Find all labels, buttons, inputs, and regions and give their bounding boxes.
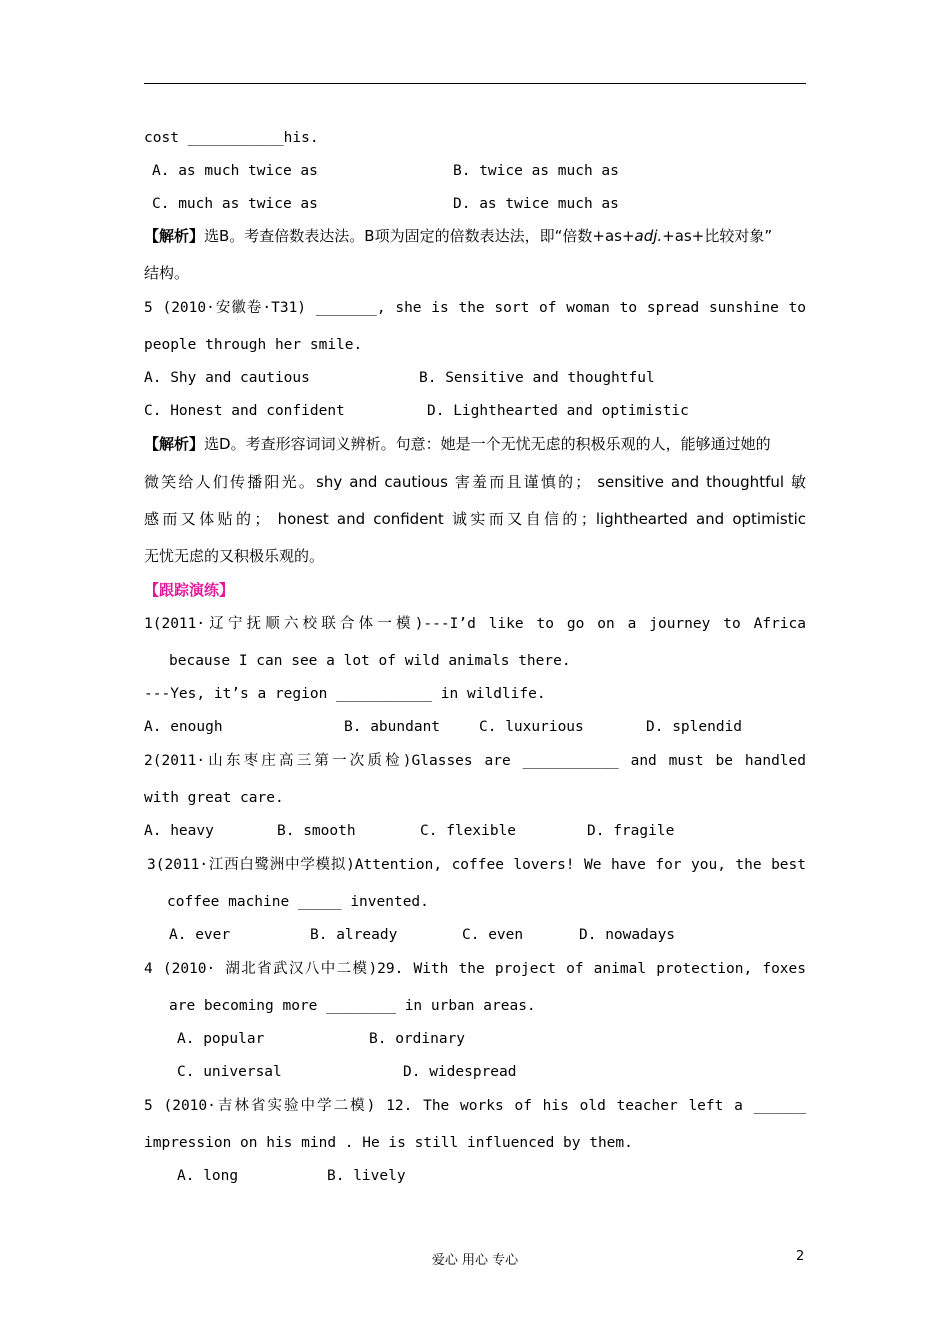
- analysis-paragraph: [144, 434, 806, 454]
- section-heading: 【跟踪演练】: [144, 581, 235, 599]
- option-a: A. popular: [177, 1031, 265, 1047]
- option-b: B. already: [310, 927, 398, 943]
- practice-stem-line: coffee machine _____ invented.: [167, 894, 429, 910]
- page-footer: 爱心 用心 专心: [431, 1253, 519, 1268]
- option-d: D. nowadays: [579, 927, 676, 943]
- practice-stem-line: ---Yes, it’s a region ___________ in wildlife.: [144, 686, 546, 702]
- option-c: C. luxurious: [479, 719, 584, 735]
- option-d: D. as twice much as: [453, 196, 619, 212]
- question-stem: 5 (2010·安徽卷·T31) _______, she is the sort of woman to spread sunshine to: [144, 300, 806, 316]
- option-b: B. ordinary: [369, 1031, 466, 1047]
- analysis-text: 选B。考查倍数表达法。B项为固定的倍数表达法，即“倍数+as+: [204, 227, 635, 245]
- analysis-paragraph: [144, 226, 806, 246]
- practice-stem-line: because I can see a lot of wild animals there.: [169, 653, 571, 669]
- practice-stem: 1(2011·辽宁抚顺六校联合体一模)---I’d like to go on a journey to Africa: [144, 616, 806, 632]
- practice-stem-line: impression on his mind . He is still influenced by them.: [144, 1135, 633, 1151]
- option-a: A. long: [177, 1168, 239, 1184]
- option-d: D. Lighthearted and optimistic: [427, 403, 689, 419]
- analysis-italic: adj.: [634, 227, 663, 245]
- analysis-text-end: +as+比较对象”: [662, 227, 773, 245]
- option-a: A. Shy and cautious: [144, 370, 310, 386]
- option-a: A. as much twice as: [152, 163, 318, 179]
- analysis-line: 感而又体贴的； honest and confident 诚实而又自信的；lighthearted and optimistic: [144, 510, 806, 528]
- analysis-label: 【解析】: [144, 227, 205, 245]
- practice-stem: 3(2011·江西白鹭洲中学模拟)Attention, coffee lovers! We have for you, the best: [147, 857, 806, 873]
- option-b: B. abundant: [344, 719, 441, 735]
- analysis-line: 结构。: [144, 264, 190, 282]
- practice-stem: 2(2011·山东枣庄高三第一次质检)Glasses are ___________ and must be handled: [144, 753, 806, 769]
- option-b: B. lively: [327, 1168, 406, 1184]
- practice-stem-line: are becoming more ________ in urban areas.: [169, 998, 536, 1014]
- analysis-line: 无忧无虑的又积极乐观的。: [144, 547, 325, 565]
- analysis-text: 选D。考查形容词词义辨析。句意：她是一个无忧无虑的积极乐观的人，能够通过她的: [204, 435, 771, 453]
- analysis-label: 【解析】: [144, 435, 205, 453]
- option-b: B. Sensitive and thoughtful: [419, 370, 655, 386]
- question-stem-line: people through her smile.: [144, 337, 363, 353]
- question-stem-tail: cost ___________his.: [144, 130, 319, 146]
- option-a: A. ever: [169, 927, 231, 943]
- option-d: D. splendid: [646, 719, 743, 735]
- header-rule: [144, 83, 806, 84]
- option-d: D. widespread: [403, 1064, 517, 1080]
- practice-stem: 4 (2010· 湖北省武汉八中二模)29. With the project of animal protection, foxes: [144, 961, 806, 977]
- option-a: A. heavy: [144, 823, 214, 839]
- practice-stem: 5 (2010·吉林省实验中学二模) 12. The works of his old teacher left a ______: [144, 1098, 806, 1114]
- option-c: C. even: [462, 927, 524, 943]
- option-a: A. enough: [144, 719, 223, 735]
- page-number: 2: [796, 1249, 805, 1264]
- option-b: B. smooth: [277, 823, 356, 839]
- option-c: C. universal: [177, 1064, 282, 1080]
- option-b: B. twice as much as: [453, 163, 619, 179]
- option-d: D. fragile: [587, 823, 675, 839]
- option-c: C. flexible: [420, 823, 517, 839]
- practice-stem-line: with great care.: [144, 790, 284, 806]
- option-c: C. much as twice as: [152, 196, 318, 212]
- analysis-line: 微笑给人们传播阳光。shy and cautious 害羞而且谨慎的； sensitive and thoughtful 敏: [144, 473, 806, 491]
- option-c: C. Honest and confident: [144, 403, 345, 419]
